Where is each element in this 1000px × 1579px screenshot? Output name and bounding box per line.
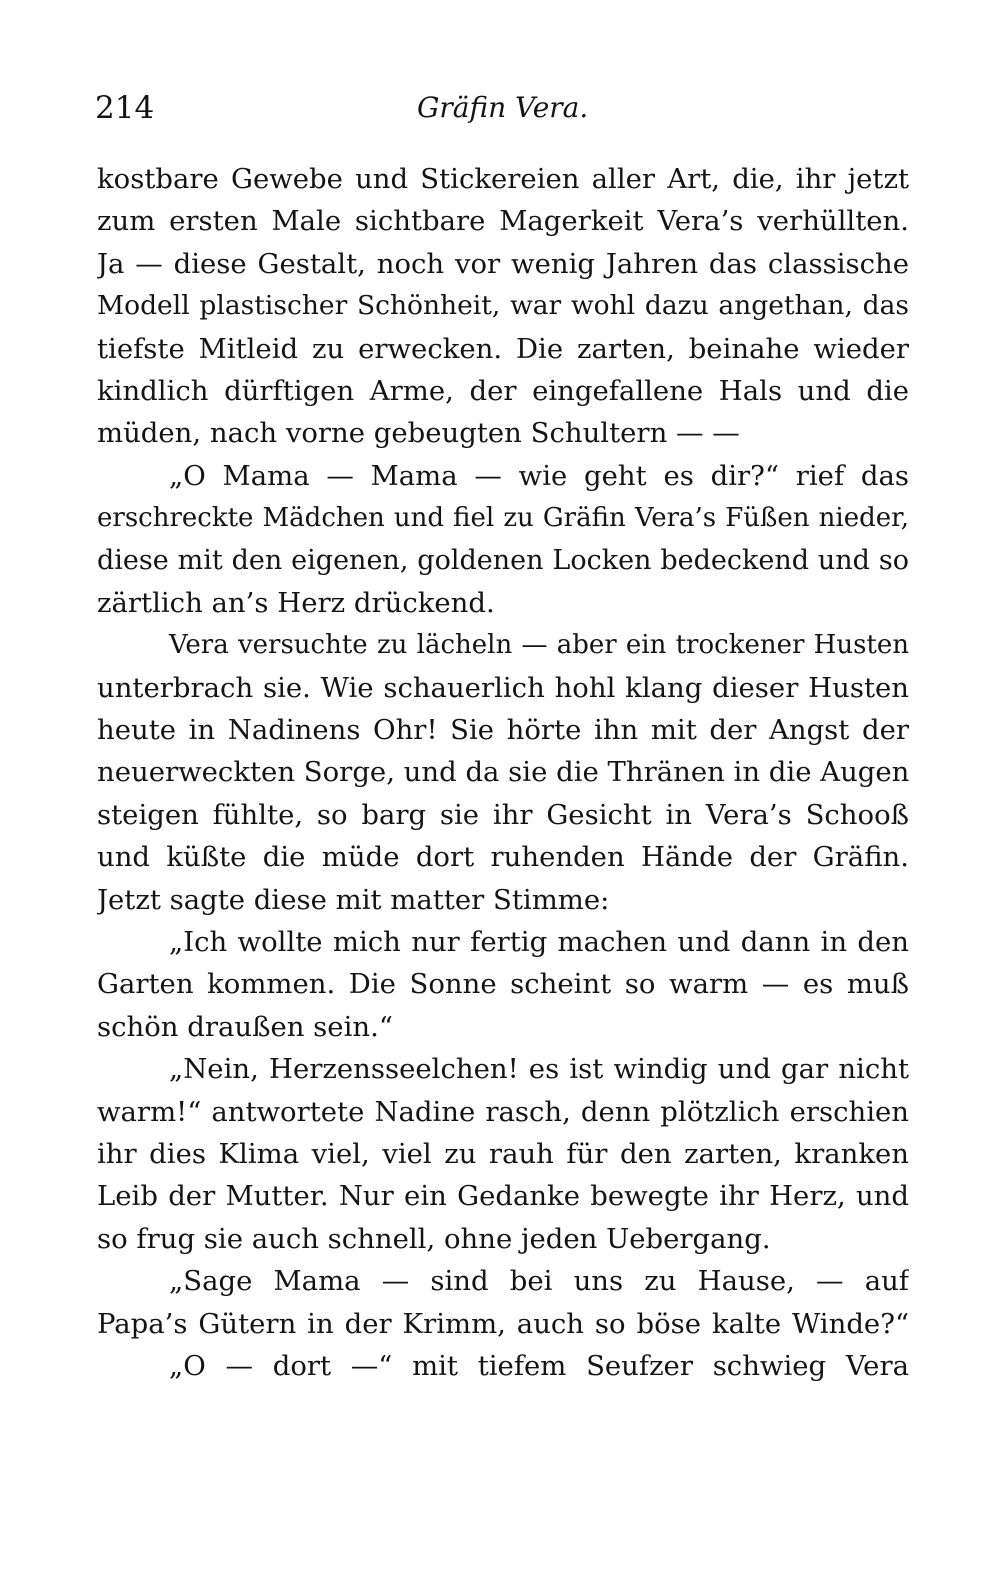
- text-line: müden, nach vorne gebeugten Schultern — —: [97, 417, 740, 450]
- text-line: kostbare Gewebe und Stickereien aller Art, die, ihr jetzt: [97, 163, 909, 195]
- text-line: „O — dort —“ mit tiefem Seufzer schwieg Vera: [169, 1349, 909, 1382]
- text-line: tiefste Mitleid zu erwecken. Die zarten, beinahe wieder: [97, 332, 909, 365]
- text-line: Leib der Mutter. Nur ein Gedanke bewegte ihr Herz, und: [97, 1180, 909, 1213]
- text-line: erschreckte Mädchen und fiel zu Gräfin Vera’s Füßen nieder,: [97, 503, 909, 534]
- text-line: Papa’s Gütern in der Krimm, auch so böse kalte Winde?“: [97, 1307, 909, 1340]
- text-line: kindlich dürftigen Arme, der eingefallene Hals und die: [97, 374, 909, 407]
- text-line: Vera versuchte zu lächeln — aber ein trockener Husten: [169, 630, 909, 661]
- text-line: ihr dies Klima viel, viel zu rauh für den zarten, kranken: [97, 1137, 909, 1170]
- text-line: diese mit den eigenen, goldenen Locken bedeckend und so: [97, 544, 909, 576]
- text-line: „Nein, Herzensseelchen! es ist windig und gar nicht: [169, 1053, 909, 1086]
- text-line: und küßte die müde dort ruhenden Hände der Gräfin.: [97, 841, 909, 874]
- text-line: „Ich wollte mich nur fertig machen und dann in den: [169, 926, 909, 959]
- text-line: Garten kommen. Die Sonne scheint so warm — es muß: [97, 968, 909, 1001]
- text-line: zum ersten Male sichtbare Magerkeit Vera’s verhüllten.: [97, 205, 909, 238]
- text-line: unterbrach sie. Wie schauerlich hohl klang dieser Husten: [97, 671, 909, 704]
- text-line: steigen fühlte, so barg sie ihr Gesicht in Vera’s Schooß: [97, 798, 909, 831]
- text-line: Modell plastischer Schönheit, war wohl dazu angethan, das: [97, 290, 909, 322]
- text-line: Ja — diese Gestalt, noch vor wenig Jahren das classische: [97, 247, 909, 280]
- text-line: so frug sie auch schnell, ohne jeden Uebergang.: [97, 1222, 771, 1255]
- page-header: [95, 88, 905, 132]
- text-line: „O Mama — Mama — wie geht es dir?“ rief das: [169, 459, 909, 492]
- text-line: warm!“ antwortete Nadine rasch, denn plötzlich erschien: [97, 1095, 909, 1128]
- running-head: Gräfin Vera.: [417, 91, 589, 124]
- text-line: „Sage Mama — sind bei uns zu Hause, — auf: [169, 1265, 909, 1298]
- text-line: heute in Nadinens Ohr! Sie hörte ihn mit der Angst der: [97, 714, 909, 747]
- text-line: zärtlich an’s Herz drückend.: [97, 586, 495, 619]
- text-line: neuerweckten Sorge, und da sie die Thränen in die Augen: [97, 756, 909, 789]
- text-line: schön draußen sein.“: [97, 1010, 393, 1043]
- body-text: [97, 158, 909, 1387]
- page-number: 214: [95, 90, 155, 126]
- text-line: Jetzt sagte diese mit matter Stimme:: [97, 883, 610, 916]
